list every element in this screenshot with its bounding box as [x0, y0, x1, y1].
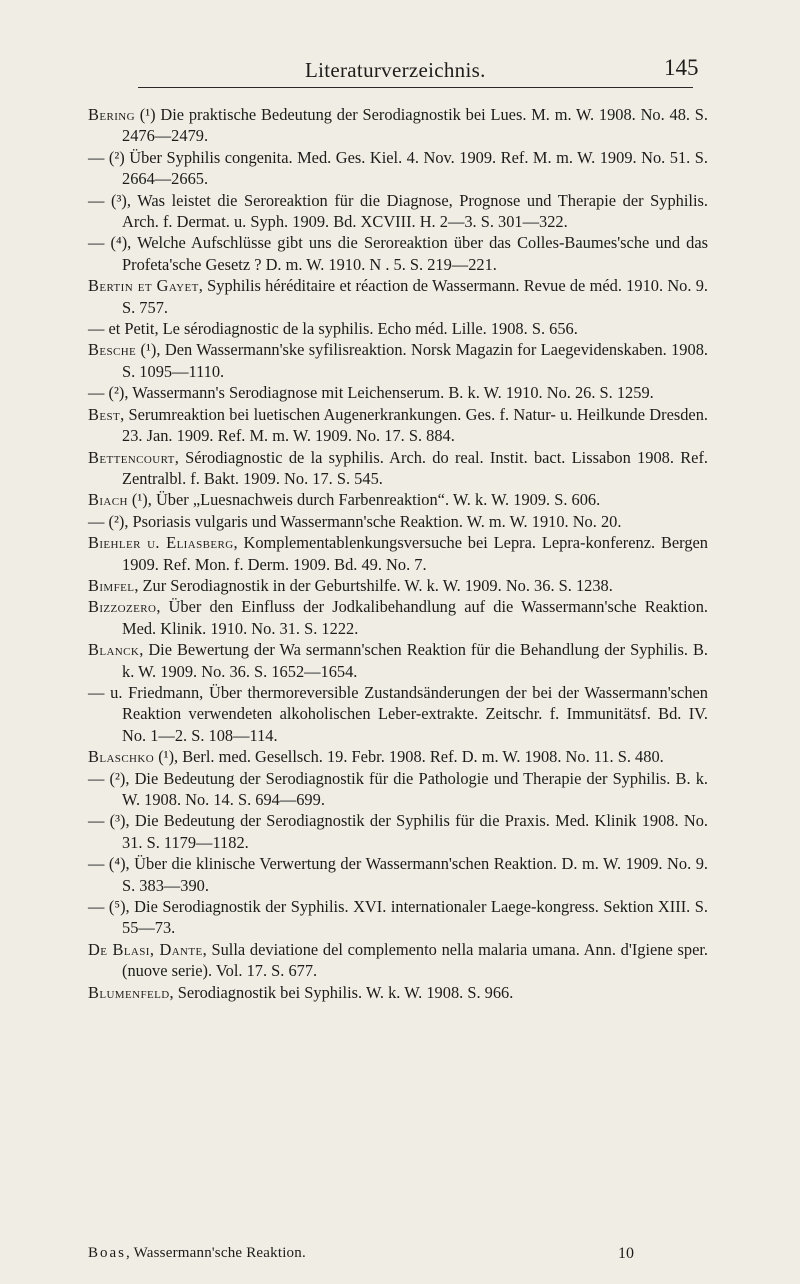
- entry-author: Bimfel: [88, 575, 135, 595]
- entry-text: , Komplementablenkungsversuche bei Lepra. Lepra-konferenz. Bergen 1909. Ref. Mon. f. Derm. 1909. Bd. 49. No. 7.: [122, 533, 708, 574]
- bibliography-entry: [88, 511, 708, 532]
- page-header: [0, 55, 800, 92]
- entry-text: , Serumreaktion bei luetischen Augenerkrankungen. Ges. f. Natur- u. Heilkunde Dresden. 23. Jan. 1909. Ref. M. m. W. 1909. No. 17. S. 884.: [120, 404, 708, 446]
- bibliography-entry: [88, 147, 708, 190]
- entry-text: , Syphilis héréditaire et réaction de Wassermann. Revue de méd. 1910. No. 9. S. 757.: [122, 276, 708, 317]
- bibliography-entry: [88, 810, 708, 853]
- entry-author: Bering: [88, 105, 135, 124]
- entry-text: (¹) Die praktische Bedeutung der Serodiagnostik bei Lues. M. m. W. 1908. No. 48. S. 2476—2479.: [122, 105, 708, 146]
- bibliography-list: [88, 104, 708, 1003]
- footer-book-title: , Wassermann'sche Reaktion.: [126, 1245, 306, 1261]
- entry-author: Bizzozero: [88, 597, 157, 617]
- bibliography-entry: [88, 982, 708, 1003]
- bibliography-entry: [88, 575, 708, 596]
- entry-author: Blaschko: [88, 747, 155, 767]
- bibliography-entry: [88, 939, 708, 982]
- entry-text: — u. Friedmann, Über thermoreversible Zustandsänderungen der bei der Wassermann'schen Reaktion verwendeten alkoholischen Leber-extrakte. Zeitschr. f. Immunitätsf. Bd. IV. No. 1—2. S. 108—114.: [88, 682, 708, 745]
- entry-author: Best: [88, 404, 121, 424]
- footer-title: [88, 1245, 306, 1262]
- entry-author: Biehler u. Eliasberg: [88, 533, 234, 553]
- entry-author: Biach: [88, 490, 128, 510]
- bibliography-entry: [88, 682, 708, 746]
- entry-author: Blumenfeld: [88, 982, 170, 1002]
- entry-text: — (²), Psoriasis vulgaris und Wassermann'sche Reaktion. W. m. W. 1910. No. 20.: [88, 511, 622, 531]
- bibliography-entry: [88, 896, 708, 939]
- bibliography-entry: [88, 404, 708, 447]
- entry-text: , Die Bewertung der Wa sermann'schen Reaktion für die Behandlung der Syphilis. B. k. W. 1909. No. 36. S. 1652—1654.: [122, 640, 708, 681]
- bibliography-entry: [88, 382, 708, 403]
- entry-text: — (²), Die Bedeutung der Serodiagnostik für die Pathologie und Therapie der Syphilis. B. k. W. 1908. No. 14. S. 694—699.: [88, 768, 708, 809]
- bibliography-entry: [88, 639, 708, 682]
- entry-text: — (⁴), Welche Aufschlüsse gibt uns die Seroreaktion über das Colles-Baumes'sche und das Profeta'sche Gesetz ? D. m. W. 1910. N . 5. S. 219—221.: [88, 233, 708, 274]
- bibliography-entry: [88, 275, 708, 318]
- footer-author: Boas: [88, 1245, 126, 1261]
- entry-text: , Sulla deviatione del complemento nella malaria umana. Ann. d'Igiene sper. (nuove serie). Vol. 17. S. 677.: [122, 939, 709, 981]
- bibliography-entry: [88, 232, 708, 275]
- bibliography-entry: [88, 190, 708, 233]
- entry-text: — (³), Die Bedeutung der Serodiagnostik der Syphilis für die Praxis. Med. Klinik 1908. No. 31. S. 1179—1182.: [88, 811, 708, 852]
- header-rule: [138, 87, 693, 88]
- entry-text: , Über den Einfluss der Jodkalibehandlung auf die Wassermann'sche Reaktion. Med. Klinik. 1910. No. 31. S. 1222.: [122, 597, 708, 638]
- bibliography-entry: [88, 768, 708, 811]
- entry-text: (¹), Über „Luesnachweis durch Farbenreaktion“. W. k. W. 1909. S. 606.: [127, 490, 601, 510]
- entry-text: — (³), Was leistet die Seroreaktion für die Diagnose, Prognose und Therapie der Syphilis. Arch. f. Dermat. u. Syph. 1909. Bd. XCVIII. H. 2—3. S. 301—322.: [88, 190, 708, 232]
- bibliography-entry: [88, 596, 708, 639]
- entry-author: Bettencourt: [88, 447, 175, 467]
- bibliography-entry: [88, 104, 708, 147]
- page-footer: [88, 1245, 708, 1267]
- entry-text: , Sérodiagnostic de la syphilis. Arch. do real. Instit. bact. Lissabon 1908. Ref. Zentralbl. f. Bakt. 1909. No. 17. S. 545.: [122, 447, 708, 488]
- entry-text: — (²), Wassermann's Serodiagnose mit Leichenserum. B. k. W. 1910. No. 26. S. 1259.: [88, 383, 654, 403]
- bibliography-entry: [88, 447, 708, 490]
- entry-author: De Blasi, Dante: [88, 939, 203, 959]
- bibliography-entry: [88, 489, 708, 510]
- entry-text: , Serodiagnostik bei Syphilis. W. k. W. 1908. S. 966.: [169, 982, 514, 1002]
- entry-text: (¹), Berl. med. Gesellsch. 19. Febr. 1908. Ref. D. m. W. 1908. No. 11. S. 480.: [154, 747, 664, 767]
- signature-mark: 10: [618, 1245, 634, 1262]
- bibliography-entry: [88, 746, 708, 767]
- bibliography-entry: [88, 318, 708, 339]
- entry-text: — (⁴), Über die klinische Verwertung der Wassermann'schen Reaktion. D. m. W. 1909. No. 9. S. 383—390.: [88, 854, 708, 895]
- bibliography-entry: [88, 339, 708, 382]
- entry-author: Bertin et Gayet: [88, 276, 199, 296]
- bibliography-entry: [88, 532, 708, 575]
- entry-text: — (²) Über Syphilis congenita. Med. Ges. Kiel. 4. Nov. 1909. Ref. M. m. W. 1909. No. 51. S. 2664—2665.: [88, 147, 708, 189]
- entry-author: Besche: [88, 340, 137, 360]
- page-number: 145: [664, 55, 699, 80]
- entry-author: Blanck: [88, 640, 140, 660]
- entry-text: , Zur Serodiagnostik in der Geburtshilfe. W. k. W. 1909. No. 36. S. 1238.: [134, 575, 613, 595]
- running-title: Literaturverzeichnis.: [305, 58, 486, 82]
- entry-text: — et Petit, Le sérodiagnostic de la syphilis. Echo méd. Lille. 1908. S. 656.: [88, 319, 578, 339]
- entry-text: — (⁵), Die Serodiagnostik der Syphilis. XVI. internationaler Laege-kongress. Sektion XIII. S. 55—73.: [88, 897, 708, 938]
- bibliography-entry: [88, 853, 708, 896]
- entry-text: (¹), Den Wassermann'ske syfilisreaktion. Norsk Magazin for Laegevidenskaben. 1908. S. 1095—1110.: [122, 340, 708, 381]
